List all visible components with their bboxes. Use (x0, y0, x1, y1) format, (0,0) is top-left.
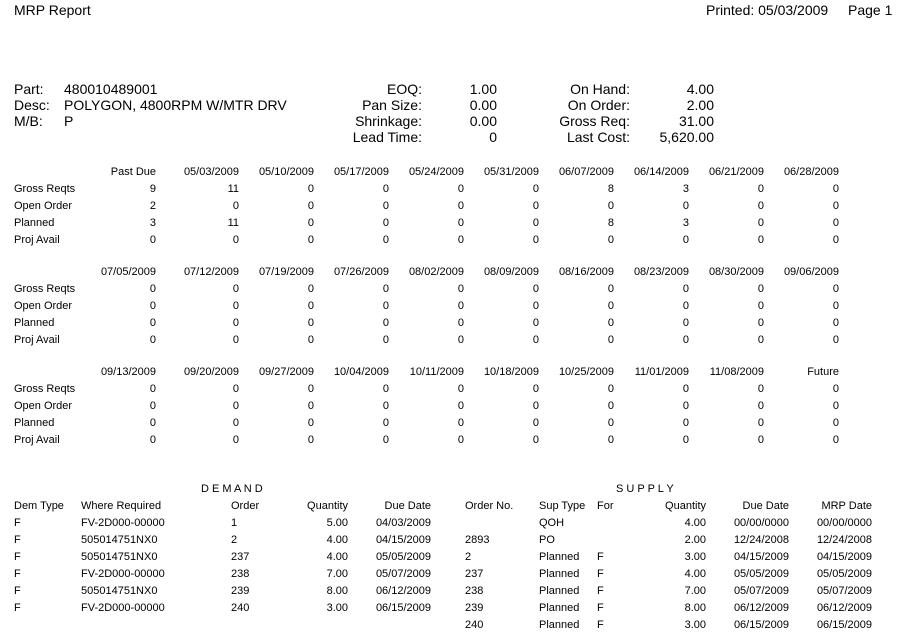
bucket-value: 0 (682, 317, 689, 329)
row-label: Proj Avail (14, 334, 60, 346)
param-value: 0 (489, 129, 497, 145)
param-label: EOQ: (386, 81, 422, 97)
supply-cell: F (597, 551, 604, 563)
period-header-row (14, 166, 854, 182)
period-header: 10/04/2009 (333, 366, 389, 378)
bucket-value: 0 (307, 317, 314, 329)
stock-value: 4.00 (686, 81, 714, 97)
bucket-value: 0 (382, 200, 389, 212)
demand-cell: 505014751NX0 (81, 585, 158, 597)
bucket-value: 0 (232, 300, 239, 312)
row-label: Proj Avail (14, 434, 60, 446)
bucket-value: 0 (757, 400, 764, 412)
supply-cell: 3.00 (684, 551, 706, 563)
bucket-value: 0 (382, 317, 389, 329)
bucket-value: 0 (382, 434, 389, 446)
bucket-value: 0 (682, 383, 689, 395)
bucket-value: 0 (607, 283, 614, 295)
bucket-value: 0 (757, 300, 764, 312)
bucket-value: 0 (682, 334, 689, 346)
row-label: Planned (14, 217, 55, 229)
demand-cell: 239 (231, 585, 250, 597)
demand-header: Dem Type (14, 500, 64, 512)
demand-cell: 05/07/2009 (375, 568, 431, 580)
period-header: 05/03/2009 (183, 166, 239, 178)
period-header: 09/13/2009 (100, 366, 156, 378)
supply-cell: 2 (465, 551, 472, 563)
bucket-row (14, 300, 854, 316)
bucket-row (14, 234, 854, 250)
demand-cell: 1 (231, 517, 238, 529)
bucket-value: 0 (307, 283, 314, 295)
supply-cell: 239 (465, 602, 484, 614)
bucket-value: 0 (307, 334, 314, 346)
bucket-row (14, 317, 854, 333)
bucket-value: 0 (307, 217, 314, 229)
bucket-value: 0 (757, 283, 764, 295)
bucket-value: 0 (232, 234, 239, 246)
demand-header: Order (231, 500, 260, 512)
period-header: 06/21/2009 (708, 166, 764, 178)
desc-value: POLYGON, 4800RPM W/MTR DRV (64, 97, 287, 113)
period-header: 11/08/2009 (709, 366, 764, 378)
bucket-value: 0 (607, 383, 614, 395)
row-label: Planned (14, 417, 55, 429)
supply-cell: 2.00 (684, 534, 706, 546)
supply-cell: 05/07/2009 (816, 585, 872, 597)
bucket-value: 0 (607, 234, 614, 246)
period-header: 07/05/2009 (100, 266, 156, 278)
demand-cell: F (14, 551, 21, 563)
bucket-value: 0 (307, 434, 314, 446)
demand-header: Where Required (81, 500, 162, 512)
demand-cell: 3.00 (326, 602, 348, 614)
bucket-value: 0 (532, 234, 539, 246)
period-header-row (14, 266, 854, 282)
period-header: Past Due (110, 166, 156, 178)
bucket-value: 0 (832, 400, 839, 412)
demand-cell: 2 (231, 534, 238, 546)
demand-cell: 238 (231, 568, 250, 580)
bucket-value: 0 (532, 217, 539, 229)
period-header: 08/02/2009 (408, 266, 464, 278)
demand-header: Quantity (307, 500, 348, 512)
bucket-value: 0 (532, 317, 539, 329)
supply-header: Order No. (465, 500, 514, 512)
param-label: Shrinkage: (355, 113, 422, 129)
demand-cell: 240 (231, 602, 250, 614)
supply-header: Sup Type (539, 500, 586, 512)
supply-cell: 06/12/2009 (733, 602, 789, 614)
bucket-value: 0 (757, 234, 764, 246)
supply-cell: 8.00 (684, 602, 706, 614)
supply-cell: 12/24/2008 (733, 534, 789, 546)
bucket-value: 0 (532, 434, 539, 446)
bucket-value: 8 (607, 217, 614, 229)
period-header: 05/10/2009 (258, 166, 314, 178)
bucket-value: 0 (457, 217, 464, 229)
bucket-value: 0 (607, 434, 614, 446)
bucket-value: 0 (307, 200, 314, 212)
bucket-value: 0 (607, 334, 614, 346)
bucket-value: 0 (307, 183, 314, 195)
period-header: 09/20/2009 (183, 366, 239, 378)
demand-cell: F (14, 568, 21, 580)
bucket-row (14, 217, 854, 233)
supply-cell: F (597, 585, 604, 597)
bucket-value: 0 (607, 417, 614, 429)
supply-cell: 237 (465, 568, 484, 580)
bucket-value: 0 (532, 200, 539, 212)
bucket-value: 11 (227, 183, 239, 195)
bucket-value: 0 (457, 200, 464, 212)
bucket-value: 3 (682, 183, 689, 195)
supply-cell: 4.00 (684, 517, 706, 529)
row-label: Proj Avail (14, 234, 60, 246)
bucket-row (14, 434, 854, 450)
mb-value: P (64, 113, 74, 129)
bucket-value: 0 (532, 283, 539, 295)
supply-cell: 05/05/2009 (816, 568, 872, 580)
period-header: 07/26/2009 (333, 266, 389, 278)
bucket-value: 0 (757, 317, 764, 329)
demand-cell: F (14, 517, 21, 529)
bucket-value: 0 (149, 234, 156, 246)
supply-title: S U P P L Y (616, 483, 674, 495)
bucket-row (14, 200, 854, 216)
bucket-value: 9 (149, 183, 156, 195)
bucket-value: 0 (832, 183, 839, 195)
period-header: 08/30/2009 (708, 266, 764, 278)
supply-cell: 3.00 (684, 619, 706, 631)
bucket-value: 0 (149, 383, 156, 395)
bucket-row (14, 383, 854, 399)
period-header: 11/01/2009 (634, 366, 689, 378)
supply-cell: 05/05/2009 (733, 568, 789, 580)
desc-label: Desc: (14, 97, 50, 113)
supply-cell: 00/00/0000 (733, 517, 789, 529)
bucket-value: 0 (232, 283, 239, 295)
period-header-row (14, 366, 854, 382)
bucket-value: 3 (682, 217, 689, 229)
bucket-value: 0 (832, 234, 839, 246)
row-label: Gross Reqts (14, 383, 76, 395)
supply-cell: 7.00 (684, 585, 706, 597)
bucket-value: 0 (457, 317, 464, 329)
period-header: 08/09/2009 (483, 266, 539, 278)
bucket-value: 0 (532, 417, 539, 429)
bucket-value: 0 (457, 400, 464, 412)
demand-cell: FV-2D000-00000 (81, 517, 165, 529)
part-value: 480010489001 (64, 81, 158, 97)
supply-header: MRP Date (821, 500, 872, 512)
supply-cell: F (597, 619, 604, 631)
demand-cell: 05/05/2009 (375, 551, 431, 563)
bucket-row (14, 400, 854, 416)
bucket-value: 0 (457, 283, 464, 295)
supply-cell: Planned (539, 568, 580, 580)
param-value: 0.00 (469, 97, 497, 113)
supply-cell: 06/15/2009 (733, 619, 789, 631)
bucket-value: 0 (532, 300, 539, 312)
supply-cell: 05/07/2009 (733, 585, 789, 597)
stock-label: On Hand: (570, 81, 630, 97)
row-label: Open Order (14, 200, 73, 212)
bucket-value: 0 (232, 434, 239, 446)
bucket-value: 0 (382, 183, 389, 195)
demand-cell: 04/15/2009 (375, 534, 431, 546)
period-header: 07/19/2009 (258, 266, 314, 278)
bucket-value: 0 (457, 434, 464, 446)
bucket-value: 0 (149, 334, 156, 346)
stock-label: Last Cost: (566, 129, 630, 145)
bucket-value: 0 (457, 383, 464, 395)
bucket-value: 0 (757, 417, 764, 429)
supply-cell: Planned (539, 602, 580, 614)
period-header: 05/31/2009 (483, 166, 539, 178)
bucket-value: 0 (382, 283, 389, 295)
period-header: 05/24/2009 (408, 166, 464, 178)
bucket-value: 0 (832, 283, 839, 295)
demand-cell: 7.00 (326, 568, 348, 580)
supply-cell: 04/15/2009 (816, 551, 872, 563)
supply-cell: 238 (465, 585, 484, 597)
bucket-value: 0 (307, 383, 314, 395)
demand-cell: F (14, 534, 21, 546)
bucket-value: 0 (757, 217, 764, 229)
stock-label: On Order: (567, 97, 630, 113)
bucket-value: 0 (832, 300, 839, 312)
bucket-value: 0 (307, 400, 314, 412)
demand-cell: 505014751NX0 (81, 534, 158, 546)
bucket-value: 0 (307, 234, 314, 246)
supply-header: For (597, 500, 614, 512)
demand-cell: 5.00 (326, 517, 348, 529)
supply-cell: 04/15/2009 (733, 551, 789, 563)
supply-cell: 06/12/2009 (816, 602, 872, 614)
bucket-value: 0 (149, 417, 156, 429)
bucket-value: 0 (832, 417, 839, 429)
bucket-value: 0 (149, 317, 156, 329)
bucket-value: 0 (457, 183, 464, 195)
bucket-value: 0 (607, 300, 614, 312)
period-header: 07/12/2009 (183, 266, 239, 278)
bucket-value: 11 (227, 217, 239, 229)
row-label: Open Order (14, 400, 73, 412)
bucket-value: 0 (149, 300, 156, 312)
bucket-value: 0 (149, 283, 156, 295)
printed-date: Printed: 05/03/2009 (706, 2, 829, 18)
bucket-value: 2 (149, 200, 156, 212)
bucket-value: 0 (382, 300, 389, 312)
bucket-value: 0 (682, 417, 689, 429)
demand-cell: 4.00 (326, 534, 348, 546)
period-header: 10/25/2009 (558, 366, 614, 378)
period-header: Future (807, 366, 839, 378)
bucket-value: 3 (149, 217, 156, 229)
supply-cell: F (597, 568, 604, 580)
bucket-value: 0 (532, 383, 539, 395)
bucket-value: 0 (457, 234, 464, 246)
bucket-value: 0 (757, 334, 764, 346)
supply-cell: 06/15/2009 (816, 619, 872, 631)
bucket-value: 0 (832, 217, 839, 229)
bucket-value: 0 (832, 383, 839, 395)
period-header: 06/28/2009 (783, 166, 839, 178)
param-label: Lead Time: (352, 129, 422, 145)
demand-cell: FV-2D000-00000 (81, 568, 165, 580)
supply-cell: 240 (465, 619, 484, 631)
bucket-value: 0 (307, 417, 314, 429)
period-header: 05/17/2009 (333, 166, 389, 178)
demand-cell: 06/12/2009 (375, 585, 431, 597)
param-label: Pan Size: (362, 97, 422, 113)
bucket-value: 0 (457, 417, 464, 429)
bucket-row (14, 183, 854, 199)
bucket-value: 0 (232, 334, 239, 346)
bucket-value: 0 (232, 417, 239, 429)
bucket-value: 0 (232, 383, 239, 395)
bucket-value: 0 (682, 400, 689, 412)
bucket-value: 8 (607, 183, 614, 195)
row-label: Gross Reqts (14, 283, 76, 295)
part-label: Part: (14, 81, 44, 97)
demand-header: Due Date (384, 500, 431, 512)
bucket-value: 0 (757, 200, 764, 212)
bucket-value: 0 (457, 334, 464, 346)
supply-cell: 2893 (465, 534, 490, 546)
report-title: MRP Report (14, 2, 91, 18)
stock-value: 5,620.00 (659, 129, 714, 145)
demand-cell: FV-2D000-00000 (81, 602, 165, 614)
bucket-value: 0 (532, 183, 539, 195)
bucket-value: 0 (382, 217, 389, 229)
row-label: Open Order (14, 300, 73, 312)
bucket-value: 0 (382, 417, 389, 429)
page-number: Page 1 (848, 2, 893, 18)
demand-cell: F (14, 585, 21, 597)
bucket-value: 0 (682, 200, 689, 212)
period-header: 08/16/2009 (558, 266, 614, 278)
bucket-value: 0 (832, 334, 839, 346)
bucket-value: 0 (307, 300, 314, 312)
param-value: 1.00 (469, 81, 497, 97)
bucket-value: 0 (607, 200, 614, 212)
supply-cell: QOH (539, 517, 565, 529)
mb-label: M/B: (14, 113, 43, 129)
row-label: Planned (14, 317, 55, 329)
bucket-value: 0 (532, 334, 539, 346)
supply-cell: 00/00/0000 (816, 517, 872, 529)
bucket-value: 0 (832, 200, 839, 212)
bucket-value: 0 (682, 283, 689, 295)
bucket-value: 0 (149, 434, 156, 446)
bucket-row (14, 334, 854, 350)
demand-cell: 06/15/2009 (375, 602, 431, 614)
demand-cell: 4.00 (326, 551, 348, 563)
period-header: 09/06/2009 (783, 266, 839, 278)
param-value: 0.00 (469, 113, 497, 129)
bucket-value: 0 (832, 317, 839, 329)
bucket-value: 0 (457, 300, 464, 312)
bucket-value: 0 (232, 400, 239, 412)
bucket-value: 0 (607, 317, 614, 329)
bucket-value: 0 (757, 434, 764, 446)
supply-cell: Planned (539, 585, 580, 597)
supply-cell: 12/24/2008 (816, 534, 872, 546)
bucket-row (14, 417, 854, 433)
bucket-value: 0 (382, 334, 389, 346)
bucket-value: 0 (532, 400, 539, 412)
period-header: 10/11/2009 (409, 366, 464, 378)
stock-value: 2.00 (686, 97, 714, 113)
bucket-value: 0 (682, 434, 689, 446)
period-header: 10/18/2009 (483, 366, 539, 378)
supply-cell: Planned (539, 551, 580, 563)
bucket-value: 0 (832, 434, 839, 446)
supply-cell: F (597, 602, 604, 614)
bucket-value: 0 (232, 317, 239, 329)
bucket-value: 0 (757, 383, 764, 395)
bucket-row (14, 283, 854, 299)
period-header: 06/07/2009 (558, 166, 614, 178)
supply-cell: 4.00 (684, 568, 706, 580)
stock-label: Gross Req: (559, 113, 630, 129)
bucket-value: 0 (682, 234, 689, 246)
bucket-value: 0 (682, 300, 689, 312)
demand-cell: 237 (231, 551, 250, 563)
bucket-value: 0 (382, 383, 389, 395)
demand-title: D E M A N D (201, 483, 263, 495)
bucket-value: 0 (149, 400, 156, 412)
supply-cell: Planned (539, 619, 580, 631)
bucket-value: 0 (607, 400, 614, 412)
demand-cell: 04/03/2009 (375, 517, 431, 529)
bucket-value: 0 (757, 183, 764, 195)
supply-cell: PO (539, 534, 555, 546)
demand-cell: F (14, 602, 21, 614)
period-header: 08/23/2009 (633, 266, 689, 278)
period-header: 06/14/2009 (633, 166, 689, 178)
supply-header: Due Date (742, 500, 789, 512)
period-header: 09/27/2009 (258, 366, 314, 378)
stock-value: 31.00 (678, 113, 714, 129)
bucket-value: 0 (232, 200, 239, 212)
demand-cell: 8.00 (326, 585, 348, 597)
bucket-value: 0 (382, 234, 389, 246)
bucket-value: 0 (382, 400, 389, 412)
supply-header: Quantity (665, 500, 706, 512)
demand-cell: 505014751NX0 (81, 551, 158, 563)
row-label: Gross Reqts (14, 183, 76, 195)
